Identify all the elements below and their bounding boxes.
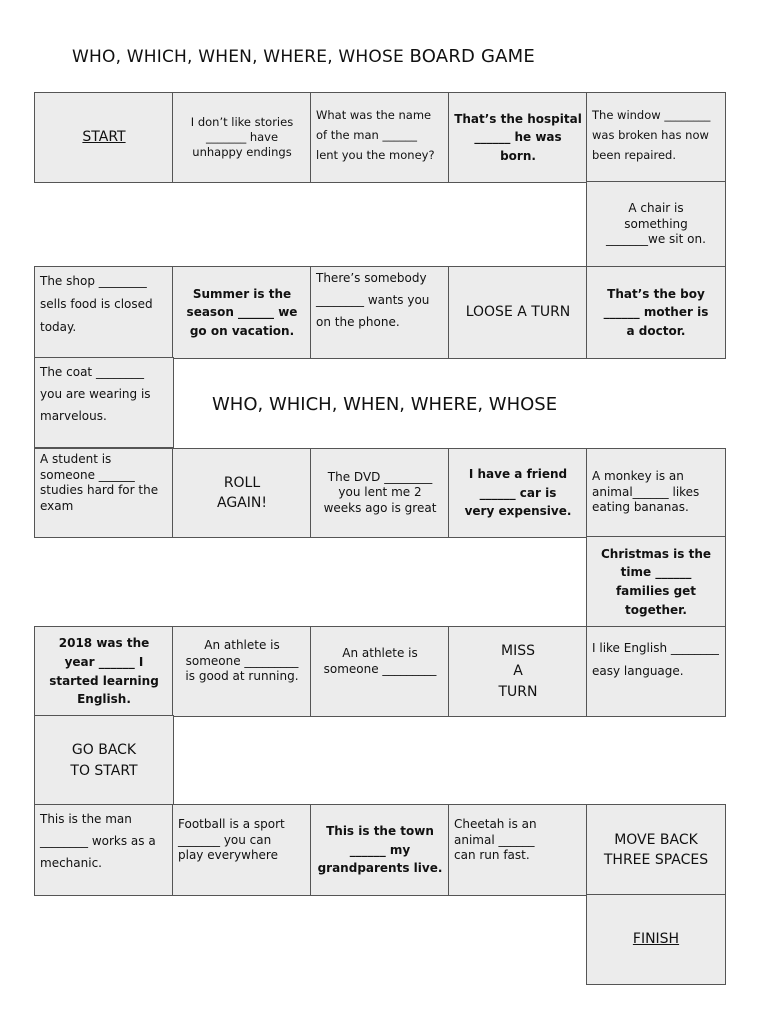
space-text: MISS A TURN — [498, 643, 538, 700]
space-text: Football is a sport _______ you can play everywhere — [178, 817, 285, 863]
space-text: ROLL AGAIN! — [217, 474, 267, 511]
space-text: I don’t like stories _______ have unhappy endings — [190, 115, 294, 159]
board-space-27 — [448, 804, 588, 896]
space-text: LOOSE A TURN — [465, 304, 571, 321]
board-space-16 — [586, 448, 726, 538]
space-text: An athlete is someone _________ is good at running. — [185, 638, 299, 684]
space-text: I like English ________ easy language. — [592, 641, 719, 678]
space-text: Summer is the season ______ we go on vacation. — [186, 286, 298, 338]
board-space-28 — [586, 804, 726, 896]
space-text: I have a friend ______ car is very expensive. — [464, 467, 572, 519]
space-text: This is the man ________ works as a mechanic. — [40, 812, 156, 871]
space-text: A monkey is an animal______ likes eating bananas. — [592, 469, 700, 515]
space-text: There’s somebody ________ wants you on the phone. — [316, 271, 430, 330]
space-text: Christmas is the time ______ families get together. — [600, 546, 712, 617]
board-space-1 — [172, 92, 312, 183]
space-text: The DVD ________ you lent me 2 weeks ago is great — [323, 469, 437, 515]
finish-space — [586, 894, 726, 985]
space-text: What was the name of the man ______ lent you the money? — [316, 108, 435, 163]
board-space-17 — [586, 536, 726, 628]
board-space-6 — [586, 266, 726, 359]
space-text: Cheetah is an animal ______ can run fast. — [454, 817, 537, 863]
space-text: A student is someone ______ studies hard for the exam — [40, 452, 159, 513]
board-space-4 — [586, 92, 726, 183]
board-space-20 — [310, 626, 450, 717]
board-space-2 — [310, 92, 450, 183]
board-space-14 — [310, 448, 450, 538]
space-text: 2018 was the year ______ I started learning English. — [49, 636, 159, 707]
board-space-9 — [172, 266, 312, 359]
board-space-3 — [448, 92, 588, 183]
board-space-18 — [586, 626, 726, 717]
space-text: An athlete is someone _________ — [323, 646, 437, 676]
page-title — [72, 46, 535, 67]
board-space-10 — [34, 266, 174, 359]
board-space-5 — [586, 181, 726, 268]
title-suffix: BOARD GAME — [409, 46, 535, 67]
mid-title: WHO, WHICH, WHEN, WHERE, WHOSE — [212, 394, 558, 415]
board-space-21 — [172, 626, 312, 717]
space-text: The coat ________ you are wearing is marvelous. — [40, 365, 151, 424]
space-text: MOVE BACK THREE SPACES — [603, 831, 709, 868]
board-space-25 — [172, 804, 312, 896]
board-space-12 — [34, 448, 174, 538]
space-text: That’s the hospital ______ he was born. — [454, 111, 582, 163]
board-space-8 — [310, 266, 450, 359]
space-text: The shop ________ sells food is closed today. — [40, 274, 153, 334]
space-text: GO BACK TO START — [70, 742, 138, 779]
board-space-13 — [172, 448, 312, 538]
board-space-11 — [34, 357, 174, 448]
start-label: START — [82, 129, 126, 146]
space-text: The window ________ was broken has now been repaired. — [592, 108, 711, 163]
space-text: That’s the boy ______ mother is a doctor. — [603, 286, 709, 338]
title-prefix: WHO, WHICH, WHEN, WHERE, WHOSE — [72, 47, 404, 67]
board-space-23 — [34, 715, 174, 806]
finish-label: FINISH — [632, 931, 680, 948]
board-space-7 — [448, 266, 588, 359]
board-space-19 — [448, 626, 588, 717]
space-text: A chair is something _______we sit on. — [606, 201, 706, 247]
board-space-26 — [310, 804, 450, 896]
board-space-22 — [34, 626, 174, 717]
start-space — [34, 92, 174, 183]
space-text: This is the town ______ my grandparents live. — [317, 824, 443, 876]
board-space-24 — [34, 804, 174, 896]
board-space-15 — [448, 448, 588, 538]
